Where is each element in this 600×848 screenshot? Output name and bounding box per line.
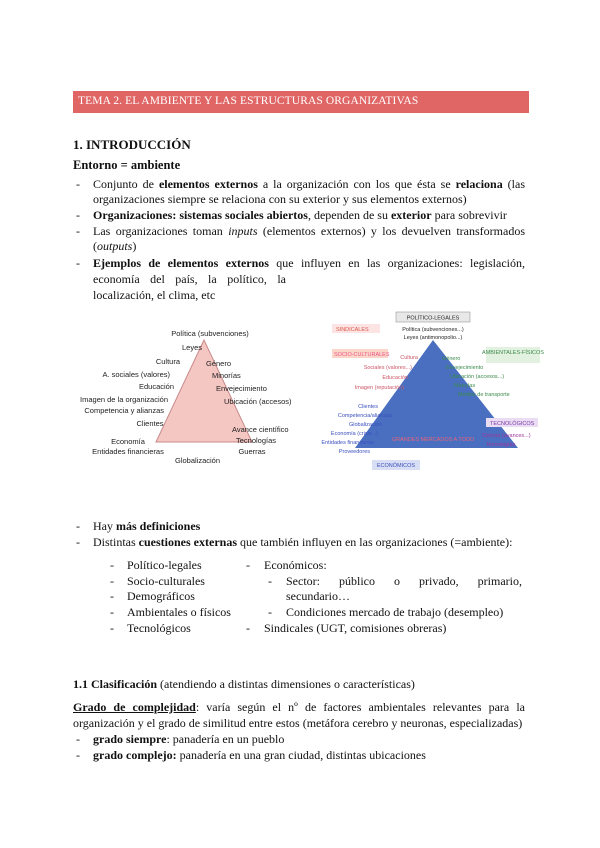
intro-bullet-1-line2: organizaciones siempre se relaciona con su exterior y sus elementos externos) [93, 192, 467, 206]
bullet-dash: - [110, 574, 114, 588]
label-amb-item: Minorías [454, 383, 476, 389]
label-politica-subv: Política (subvenciones...) [402, 327, 464, 333]
subsection-heading: 1.1 Clasificación (atendiendo a distintas dimensiones o características) [73, 677, 415, 691]
intro-bullet-4: Ejemplos de elementos externos que influyen en las organizaciones: legislación, [93, 256, 525, 270]
bullet-dash: - [246, 558, 250, 572]
bullet-dash: - [76, 256, 80, 270]
intro-bullet-4-line3: localización, el clima, etc [93, 288, 216, 302]
document-title: TEMA 2. EL AMBIENTE Y LAS ESTRUCTURAS ORGANIZATIVAS [78, 95, 419, 107]
label-econ-item: Entidades financieras [321, 440, 374, 446]
bullet-dash: - [76, 177, 80, 191]
label-competencia: Competencia y alianzas [84, 406, 164, 415]
label-genero: Género [206, 359, 232, 368]
bullet-dash: - [110, 605, 114, 619]
intro-bullet-3-line2: (outputs) [93, 239, 137, 253]
label-tecno: TECNOLÓGICOS [490, 421, 535, 427]
bullet-dash: - [76, 748, 80, 762]
label-tecno-item: Ciencia (avances...) [482, 433, 531, 439]
list-item-sector: Sector: público o privado, primario, [286, 574, 522, 588]
list-item: Socio-culturales [127, 574, 205, 588]
list-item-sector-line2: secundario… [286, 589, 350, 603]
bullet-dash: - [246, 621, 250, 635]
label-asociales: A. sociales (valores) [102, 370, 170, 379]
factors-triangle-diagram [321, 310, 545, 475]
grado-siempre: grado siempre: panadería en un pueblo [93, 732, 285, 746]
label-amb-item: Ubicación (accesos...) [450, 374, 505, 380]
label-socio-item: Imagen (reputación) [354, 385, 404, 391]
label-avance: Avance científico [232, 425, 289, 434]
label-socio-item: Educación [382, 375, 408, 381]
label-ubicacion: Ubicación (accesos) [224, 397, 292, 406]
label-economia: Economía [111, 437, 145, 446]
list-item: Ambientales o físicos [127, 605, 231, 619]
label-cultura: Cultura [155, 357, 180, 366]
label-guerras: Guerras [238, 447, 266, 456]
intro-bullet-1: Conjunto de elementos externos a la organización con los que ésta se relaciona (las [93, 177, 526, 191]
label-educacion: Educación [138, 382, 174, 391]
label-amb-item: Medios de transporte [458, 392, 510, 398]
label-econ-item: Clientes [358, 404, 378, 410]
title-bar [73, 91, 529, 113]
label-amb-item: Género [442, 356, 461, 362]
label-minorias: Minorías [212, 371, 241, 380]
list-item-condiciones: Condiciones mercado de trabajo (desempleo) [286, 605, 504, 619]
label-econ: ECONÓMICOS [376, 463, 416, 469]
section-heading: 1. INTRODUCCIÓN [73, 137, 191, 152]
list-item: Político-legales [127, 558, 202, 572]
label-politica: Política (subvenciones) [171, 329, 249, 338]
label-globalizacion: Globalización [175, 456, 221, 465]
label-center: GRANDES MERCADOS A TODO [391, 437, 475, 443]
environment-triangle-diagram [72, 322, 302, 456]
bullet-dash: - [110, 558, 114, 572]
intro-bullet-2: Organizaciones: sistemas sociales abiertos, dependen de su exterior para sobrevivir [93, 208, 507, 222]
bullet-dash: - [76, 732, 80, 746]
label-leyes: Leyes [181, 343, 203, 352]
list-item: Demográficos [127, 589, 195, 603]
label-socio-item: Sociales (valores...) [363, 365, 412, 371]
bullet-dash: - [76, 208, 80, 222]
label-sindicales: SINDICALES [336, 327, 369, 333]
bullet-dash: - [76, 224, 80, 238]
label-amb-item: Envejecimiento [446, 365, 484, 371]
bullet-dash: - [110, 589, 114, 603]
intro-bullet-3: Las organizaciones toman inputs (elementos externos) y los devuelven transformados [93, 224, 525, 238]
bullet-dash: - [268, 574, 272, 588]
list-item-econ: Económicos: [264, 558, 327, 572]
label-tecno-item: Tecnologías [486, 442, 516, 448]
label-clientes: Clientes [136, 419, 164, 428]
label-socio-item: Cultura [400, 355, 418, 361]
bullet-dash: - [76, 519, 80, 533]
grado-complejo: grado complejo: panadería en una gran ciudad, distintas ubicaciones [93, 748, 426, 762]
label-ambientales: AMBIENTALES-FÍSICOS [482, 350, 544, 356]
label-envejecimiento: Envejecimiento [216, 384, 267, 393]
more-bullet-1: Hay más definiciones [93, 519, 201, 533]
label-socio: SOCIO-CULTURALES [334, 352, 390, 358]
intro-bullet-4-line2: economía del país, la político, la [93, 272, 286, 286]
bullet-dash: - [110, 621, 114, 635]
more-bullet-2: Distintas cuestiones externas que también influyen en las organizaciones (=ambiente): [93, 535, 513, 549]
label-econ-item: Competencia/alianzas [337, 413, 392, 419]
label-imagen: Imagen de la organización [80, 395, 168, 404]
label-leyes-anti: Leyes (antimonopolio...) [403, 335, 463, 341]
label-econ-item: Proveedores [338, 449, 370, 455]
label-entidades: Entidades financieras [92, 447, 164, 456]
list-item: Tecnológicos [127, 621, 191, 635]
list-item-sindicales: Sindicales (UGT, comisiones obreras) [264, 621, 447, 635]
label-econ-item: Economía (crisis...) [330, 431, 378, 437]
section-subheading: Entorno = ambiente [73, 158, 181, 172]
label-tecnologias: Tecnologías [236, 436, 277, 445]
bullet-dash: - [76, 535, 80, 549]
bullet-dash: - [268, 605, 272, 619]
complexity-paragraph-line2: organización y el grado de similitud entre estos (metáfora cerebro y neuronas, especializadas) [73, 716, 523, 730]
complexity-paragraph: Grado de complejidad: varía según el nº de factores ambientales relevantes para la [73, 700, 525, 714]
label-politico-legales: POLÍTICO-LEGALES [406, 315, 460, 322]
label-econ-item: Globalización [348, 422, 382, 428]
